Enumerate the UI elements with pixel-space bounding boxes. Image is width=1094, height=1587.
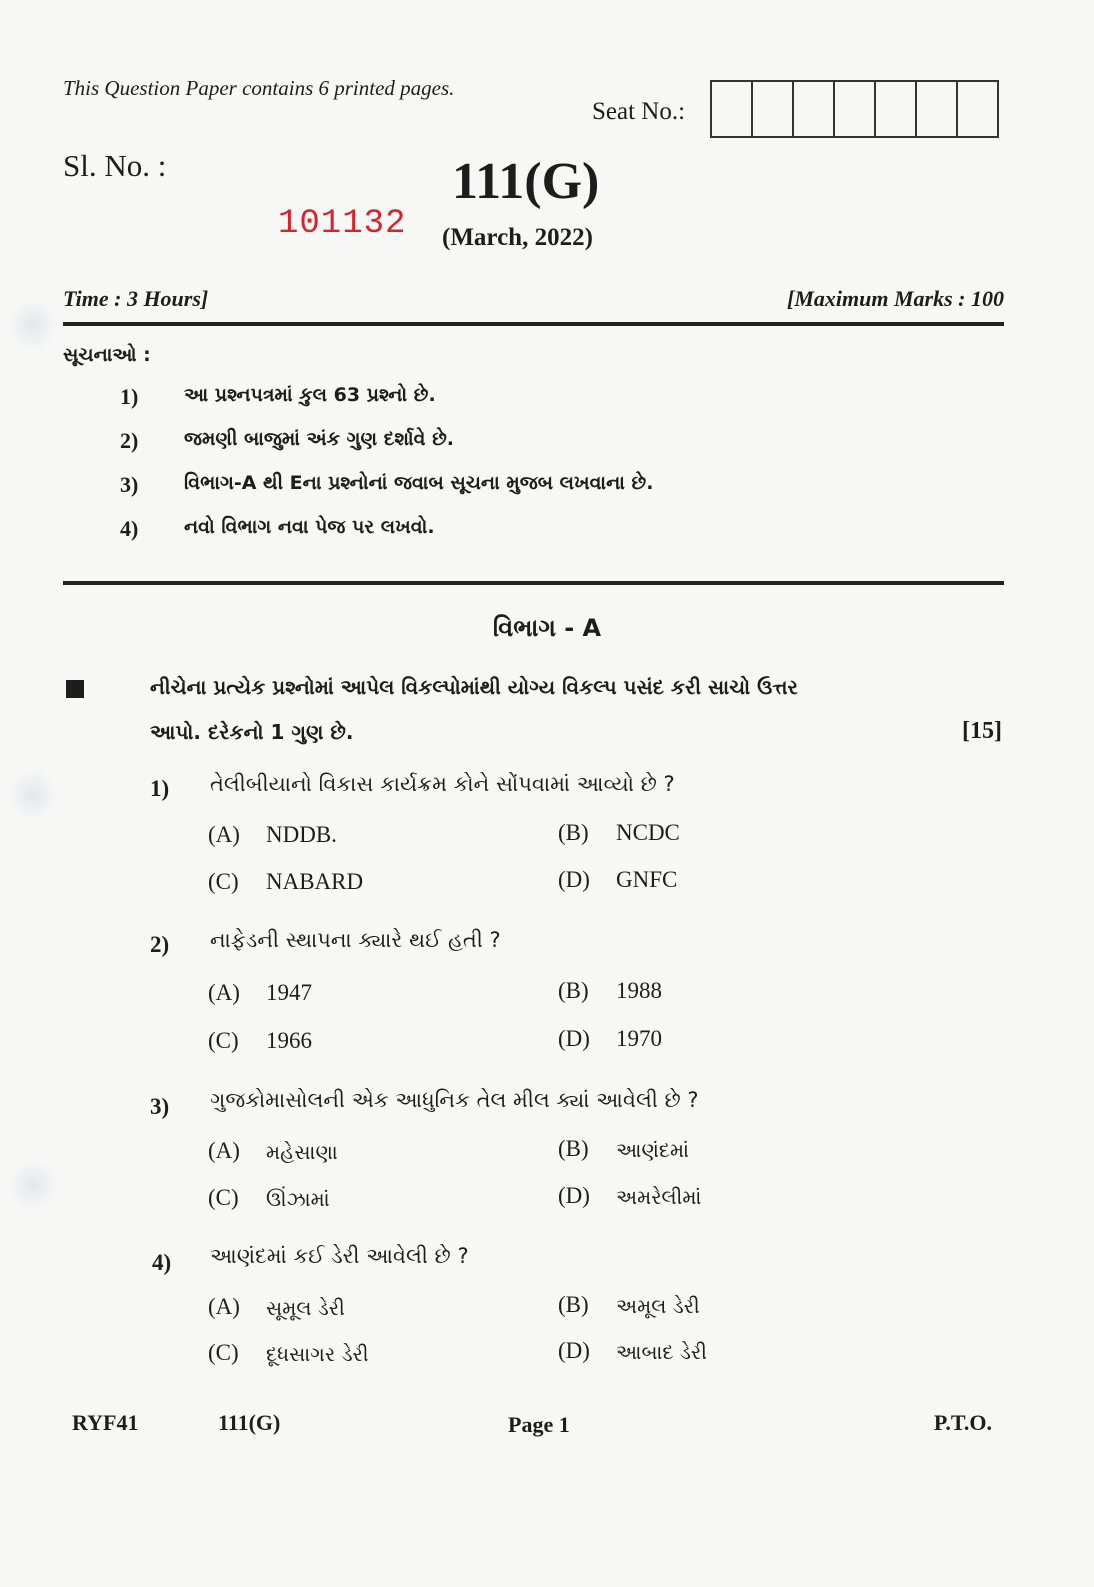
option-b bbox=[558, 978, 662, 1004]
instruction-number: 4) bbox=[120, 516, 139, 541]
question-text: નાફેડની સ્થાપના ક્યારે થઈ હતી ? bbox=[210, 928, 501, 952]
serial-stamp: 101132 bbox=[278, 205, 407, 243]
option-d bbox=[558, 867, 677, 893]
sl-no-label: Sl. No. : bbox=[63, 148, 167, 183]
option-c bbox=[208, 1028, 312, 1054]
seat-no-boxes bbox=[710, 80, 999, 138]
question-number: 4) bbox=[152, 1250, 172, 1275]
option-value: ઊંઝામાં bbox=[266, 1187, 330, 1211]
instruction-number: 3) bbox=[120, 472, 139, 497]
option-a bbox=[208, 1138, 338, 1164]
option-b bbox=[558, 820, 680, 846]
section-title: વિભાગ - A bbox=[492, 614, 602, 642]
divider bbox=[63, 322, 1004, 326]
option-value: મહેસાણા bbox=[266, 1140, 338, 1164]
option-b bbox=[558, 1136, 689, 1162]
option-value: અમરેલીમાં bbox=[616, 1185, 702, 1209]
instruction-item bbox=[120, 384, 436, 410]
seat-no-box[interactable] bbox=[794, 82, 835, 136]
option-d bbox=[558, 1183, 701, 1209]
instruction-item bbox=[120, 428, 454, 454]
question-text: તેલીબીયાનો વિકાસ કાર્યક્રમ કોને સોંપવામાં આવ્યો છે ? bbox=[210, 772, 675, 796]
paper-code: 111(G) bbox=[452, 153, 600, 210]
footer-code: RYF41 bbox=[72, 1410, 139, 1435]
instruction-number: 1) bbox=[120, 384, 139, 409]
option-label: (C) bbox=[208, 1340, 239, 1365]
option-value: દૂધસાગર ડેરી bbox=[266, 1342, 369, 1366]
option-value: NDDB. bbox=[266, 822, 337, 847]
option-value: 1970 bbox=[616, 1026, 662, 1051]
question-number: 2) bbox=[150, 932, 170, 957]
seat-no-box[interactable] bbox=[958, 82, 997, 136]
page-number: Page 1 bbox=[508, 1412, 570, 1437]
question-text: આણંદમાં કઈ ડેરી આવેલી છે ? bbox=[210, 1244, 469, 1268]
question-number: 1) bbox=[150, 776, 170, 801]
option-value: આબાદ ડેરી bbox=[616, 1340, 707, 1364]
option-label: (C) bbox=[208, 869, 239, 894]
option-label: (B) bbox=[558, 820, 589, 845]
option-value: અમૂલ ડેરી bbox=[616, 1294, 700, 1318]
exam-time: Time : 3 Hours] bbox=[63, 286, 209, 311]
option-value: GNFC bbox=[616, 867, 678, 892]
option-label: (C) bbox=[208, 1185, 239, 1210]
option-c bbox=[208, 869, 363, 895]
square-bullet-icon bbox=[66, 680, 84, 698]
section-marks: [15] bbox=[962, 718, 1002, 744]
seat-no-box[interactable] bbox=[835, 82, 876, 136]
option-c bbox=[208, 1185, 330, 1211]
instruction-text: જમણી બાજુમાં અંક ગુણ દર્શાવે છે. bbox=[184, 428, 454, 450]
option-value: 1947 bbox=[266, 980, 312, 1005]
option-label: (A) bbox=[208, 1138, 240, 1163]
instruction-number: 2) bbox=[120, 428, 139, 453]
option-value: 1966 bbox=[266, 1028, 312, 1053]
instruction-item bbox=[120, 472, 653, 498]
option-value: 1988 bbox=[616, 978, 662, 1003]
option-label: (D) bbox=[558, 867, 590, 892]
seat-no-label: Seat No.: bbox=[592, 98, 686, 125]
section-directive: નીચેના પ્રત્યેક પ્રશ્નોમાં આપેલ વિકલ્પોમાંથી યોગ્ય વિકલ્પ પસંદ કરી સાચો ઉત્તર bbox=[150, 675, 798, 699]
max-marks: [Maximum Marks : 100 bbox=[787, 286, 1004, 311]
seat-no-box[interactable] bbox=[917, 82, 958, 136]
option-a bbox=[208, 980, 312, 1006]
option-label: (D) bbox=[558, 1183, 590, 1208]
question-number: 3) bbox=[150, 1094, 170, 1119]
option-a bbox=[208, 1294, 345, 1320]
option-a bbox=[208, 822, 337, 848]
option-label: (B) bbox=[558, 1136, 589, 1161]
option-d bbox=[558, 1338, 707, 1364]
option-value: સૂમૂલ ડેરી bbox=[266, 1296, 345, 1320]
instruction-text: નવો વિભાગ નવા પેજ પર લખવો. bbox=[184, 516, 435, 538]
staple-mark-icon bbox=[8, 300, 58, 350]
option-value: આણંદમાં bbox=[616, 1138, 690, 1162]
staple-mark-icon bbox=[8, 770, 58, 820]
option-label: (C) bbox=[208, 1028, 239, 1053]
option-label: (D) bbox=[558, 1026, 590, 1051]
question-text: ગુજકોમાસોલની એક આધુનિક તેલ મીલ ક્યાં આવેલી છે ? bbox=[210, 1088, 699, 1112]
option-d bbox=[558, 1026, 662, 1052]
option-label: (A) bbox=[208, 822, 240, 847]
divider bbox=[63, 581, 1004, 585]
option-label: (B) bbox=[558, 1292, 589, 1317]
seat-no-box[interactable] bbox=[753, 82, 794, 136]
seat-no-box[interactable] bbox=[876, 82, 917, 136]
footer-paper-code: 111(G) bbox=[218, 1410, 281, 1435]
option-value: NABARD bbox=[266, 869, 364, 894]
option-label: (A) bbox=[208, 1294, 240, 1319]
seat-no-box[interactable] bbox=[712, 82, 753, 136]
instruction-text: આ પ્રશ્નપત્રમાં કુલ 63 પ્રશ્નો છે. bbox=[184, 384, 436, 406]
option-b bbox=[558, 1292, 700, 1318]
pto-label: P.T.O. bbox=[933, 1410, 992, 1435]
pages-note: This Question Paper contains 6 printed pages. bbox=[63, 76, 455, 100]
instruction-text: વિભાગ-A થી Eના પ્રશ્નોનાં જવાબ સૂચના મુજબ લખવાના છે. bbox=[184, 472, 654, 494]
staple-mark-icon bbox=[8, 1160, 58, 1210]
option-label: (B) bbox=[558, 978, 589, 1003]
option-c bbox=[208, 1340, 369, 1366]
exam-date: (March, 2022) bbox=[442, 224, 593, 251]
option-value: NCDC bbox=[616, 820, 680, 845]
instruction-item bbox=[120, 516, 435, 542]
section-directive: આપો. દરેકનો 1 ગુણ છે. bbox=[150, 720, 354, 744]
option-label: (D) bbox=[558, 1338, 590, 1363]
instructions-title: સૂચનાઓ : bbox=[63, 344, 151, 366]
option-label: (A) bbox=[208, 980, 240, 1005]
